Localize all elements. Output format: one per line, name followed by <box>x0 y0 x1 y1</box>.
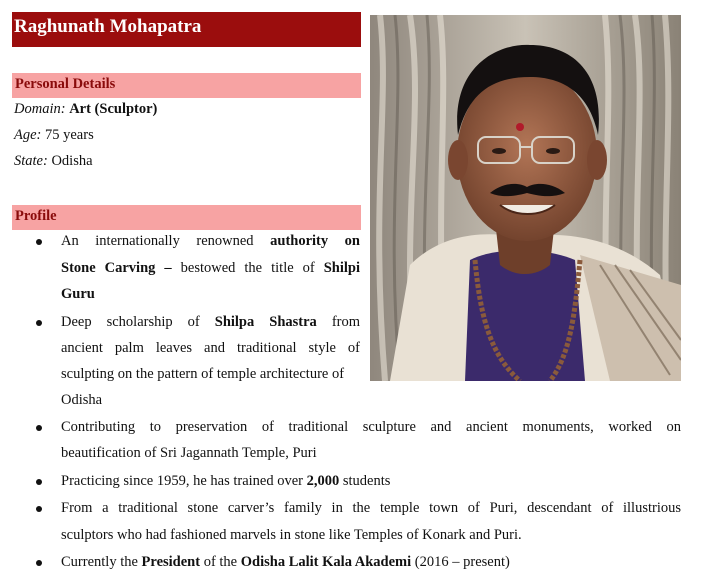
list-item-line: Odisha <box>61 392 103 408</box>
bullet-dot <box>36 479 42 485</box>
list-item <box>61 473 390 490</box>
text: (2016 – present) <box>414 554 510 570</box>
text-bold: Shilpa Shastra <box>214 314 317 330</box>
domain-value: Art (Sculptor) <box>69 101 158 117</box>
state-value: Odisha <box>51 153 93 169</box>
list-item <box>61 233 360 250</box>
text-bold: Odisha Lalit Kala Akademi <box>240 554 412 570</box>
list-item <box>61 314 360 331</box>
bullet-dot <box>36 425 42 431</box>
list-item-line: beautification of Sri Jagannath Temple, Puri <box>61 445 317 461</box>
text: of the <box>203 554 238 570</box>
bullet-dot <box>36 320 42 326</box>
list-item-line: sculpting on the pattern of temple architecture of <box>61 366 345 382</box>
text: from <box>331 314 360 330</box>
list-item <box>61 554 510 571</box>
text: Currently the <box>61 554 138 570</box>
list-item-line <box>61 260 360 277</box>
personal-details-heading-text: Personal Details <box>15 76 116 92</box>
text-bold: Shilpi <box>323 260 361 276</box>
age-label: Age: <box>14 127 42 143</box>
state-label: State: <box>14 153 48 169</box>
bullet-dot <box>36 506 42 512</box>
text-bold: 2,000 <box>306 473 340 489</box>
text-bold: President <box>141 554 201 570</box>
person-name: Raghunath Mohapatra <box>14 16 202 37</box>
text-bold: Stone Carving – <box>61 260 172 276</box>
text: students <box>342 473 391 489</box>
bullet-dot <box>36 239 42 245</box>
bullet-dot <box>36 560 42 566</box>
text-bold: Guru <box>61 286 95 302</box>
age-value: 75 years <box>45 127 94 143</box>
profile-heading-text: Profile <box>15 208 57 224</box>
list-item-line <box>61 286 95 303</box>
list-item-line: ancient palm leaves and traditional style of <box>61 340 360 356</box>
domain-label: Domain: <box>14 101 66 117</box>
list-item-line: sculptors who had fashioned marvels in stone like Temples of Konark and Puri. <box>61 527 522 543</box>
text: bestowed the title of <box>180 260 315 276</box>
text: An internationally renowned <box>61 233 254 249</box>
text-bold: authority on <box>270 233 360 249</box>
text: Deep scholarship of <box>61 314 200 330</box>
text: Practicing since 1959, he has trained over <box>61 473 303 489</box>
list-item: From a traditional stone carver’s family in the temple town of Puri, descendant of illustrious <box>61 500 681 516</box>
list-item: Contributing to preservation of traditional sculpture and ancient monuments, worked on <box>61 419 681 435</box>
